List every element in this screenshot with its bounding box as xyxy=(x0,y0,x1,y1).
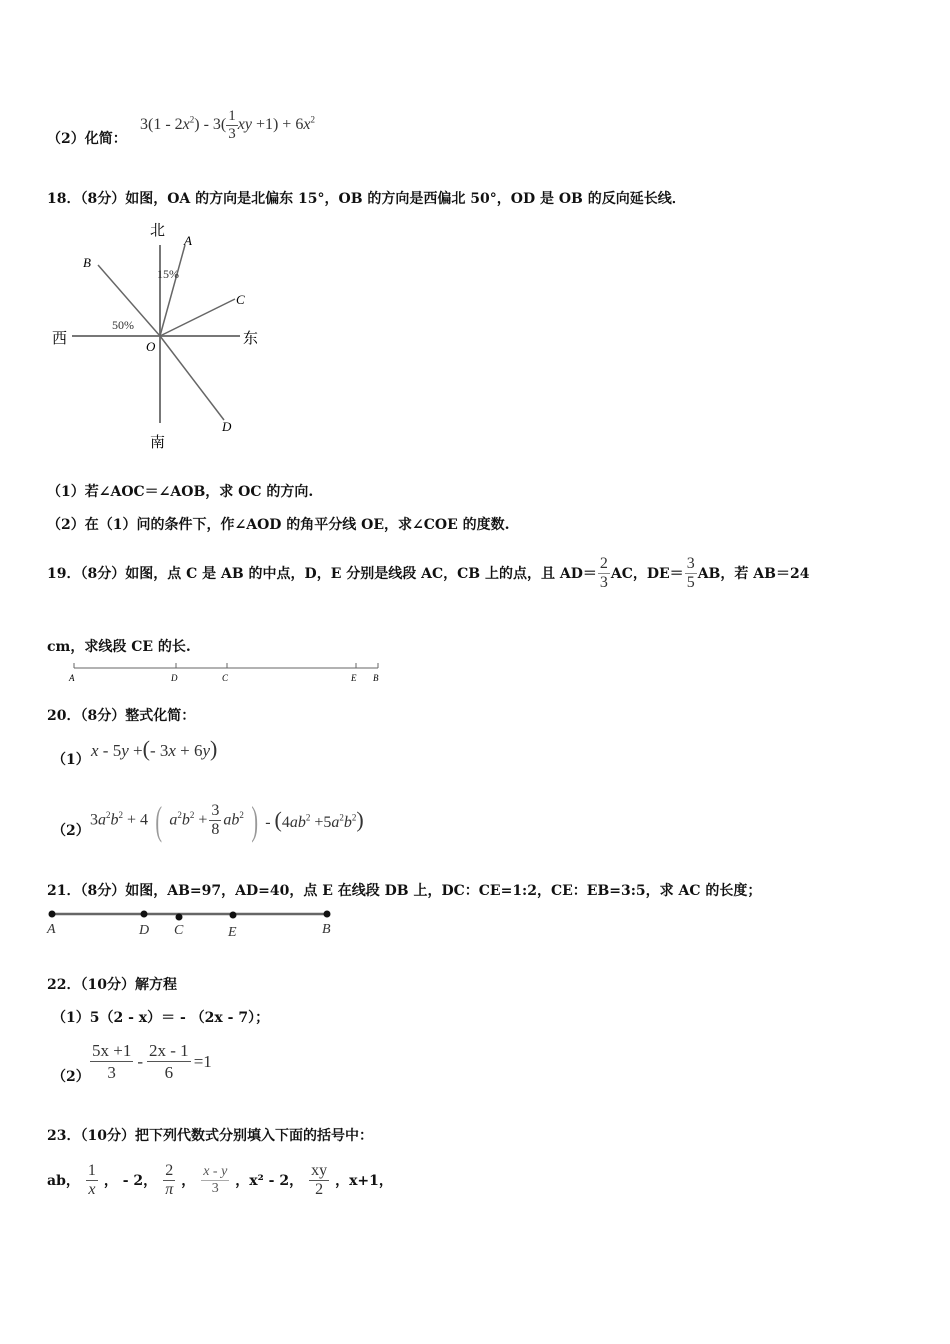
q21-header: 21．（8分）如图，AB=97，AD=40，点 E 在线段 DB 上，DC：CE=1:2，CE：EB=3:5，求 AC 的长度； xyxy=(47,883,762,899)
svg-text:E: E xyxy=(228,925,237,940)
svg-text:C: C xyxy=(222,673,229,683)
west-label: 西 xyxy=(52,331,68,347)
q20-header: 20．（8分）整式化简： xyxy=(47,708,196,724)
q22-part1: （1）5（2 - x）＝ - （2x - 7）； xyxy=(52,1010,270,1026)
compass-diagram xyxy=(40,215,280,455)
north-label: 北 xyxy=(150,223,166,239)
q17-part2-label: （2）化简： xyxy=(47,131,127,147)
point-d-label: D xyxy=(222,419,232,434)
q19-frac-3-5: $\frac{3}{5}$ xyxy=(686,554,695,591)
q20-part2-label: （2） xyxy=(52,823,90,839)
point-b-label: B xyxy=(83,255,91,270)
q18-part2: （2）在（1）问的条件下，作∠AOD 的角平分线 OE，求∠COE 的度数. xyxy=(47,517,510,533)
q17-part2-expression: $3(1 - 2x^2) - 3$( $\frac{1}{3}$ xy $+1) + 6x^2$ xyxy=(140,108,315,142)
angle-15-label: 15% xyxy=(157,267,179,281)
q22-header: 22．（10分）解方程 xyxy=(47,977,177,993)
q19-text-c: AB，若 AB＝24 xyxy=(697,566,810,582)
svg-text:A: A xyxy=(69,673,75,683)
q19-text-b: AC，DE＝ xyxy=(610,566,684,582)
q18-part1: （1）若∠AOC＝∠AOB，求 OC 的方向. xyxy=(47,484,314,500)
svg-text:B: B xyxy=(322,922,331,937)
svg-text:C: C xyxy=(174,923,184,938)
q20-part1-expression: x - 5y +(- 3x + 6y) xyxy=(91,736,218,761)
q20-part1-label: （1） xyxy=(52,752,90,768)
q21-segment-diagram xyxy=(40,905,340,941)
point-o-label: O xyxy=(146,339,156,354)
q19-line2: cm，求线段 CE 的长. xyxy=(47,639,191,655)
svg-text:A: A xyxy=(47,922,56,937)
svg-text:D: D xyxy=(139,923,150,938)
q19-segment-diagram xyxy=(60,660,390,686)
svg-text:E: E xyxy=(351,673,357,683)
point-c-label: C xyxy=(236,292,245,307)
q22-part2-equation: $\frac{5x +1}{3}$ - $\frac{2x - 1}{6}$ =1 xyxy=(92,1040,212,1082)
q23-header: 23．（10分）把下列代数式分别填入下面的括号中： xyxy=(47,1128,373,1144)
angle-50-label: 50% xyxy=(112,318,134,332)
point-a-label: A xyxy=(184,233,192,248)
east-label: 东 xyxy=(243,331,259,347)
svg-text:B: B xyxy=(373,673,379,683)
q19-text-a: 19．（8分）如图，点 C 是 AB 的中点，D，E 分别是线段 AC，CB 上的点，且 AD＝ xyxy=(47,566,597,582)
q19-header xyxy=(47,548,809,598)
q20-part2-expression: $3a^2b^2 + 4$ ( $a^2b^2$ + $\frac{3}{8}$ $ab^2$ ) - $(4ab^2 +5a^2b^2)$ xyxy=(90,797,364,843)
q19-frac-2-3: $\frac{2}{3}$ xyxy=(599,554,608,591)
q22-part2-label: （2） xyxy=(52,1069,90,1085)
svg-text:D: D xyxy=(171,673,178,683)
south-label: 南 xyxy=(150,435,166,451)
q18-header: 18．（8分）如图，OA 的方向是北偏东 15°，OB 的方向是西偏北 50°，OD 是 OB 的反向延长线． xyxy=(47,191,686,207)
q23-expression-list: ab， $\frac{1}{x}$ ， - 2， $\frac{2}{\pi}$ ， $\frac{x - y}{3}$ ，x² - 2， $\frac{xy}{2}$ ，x+1， xyxy=(47,1161,393,1198)
